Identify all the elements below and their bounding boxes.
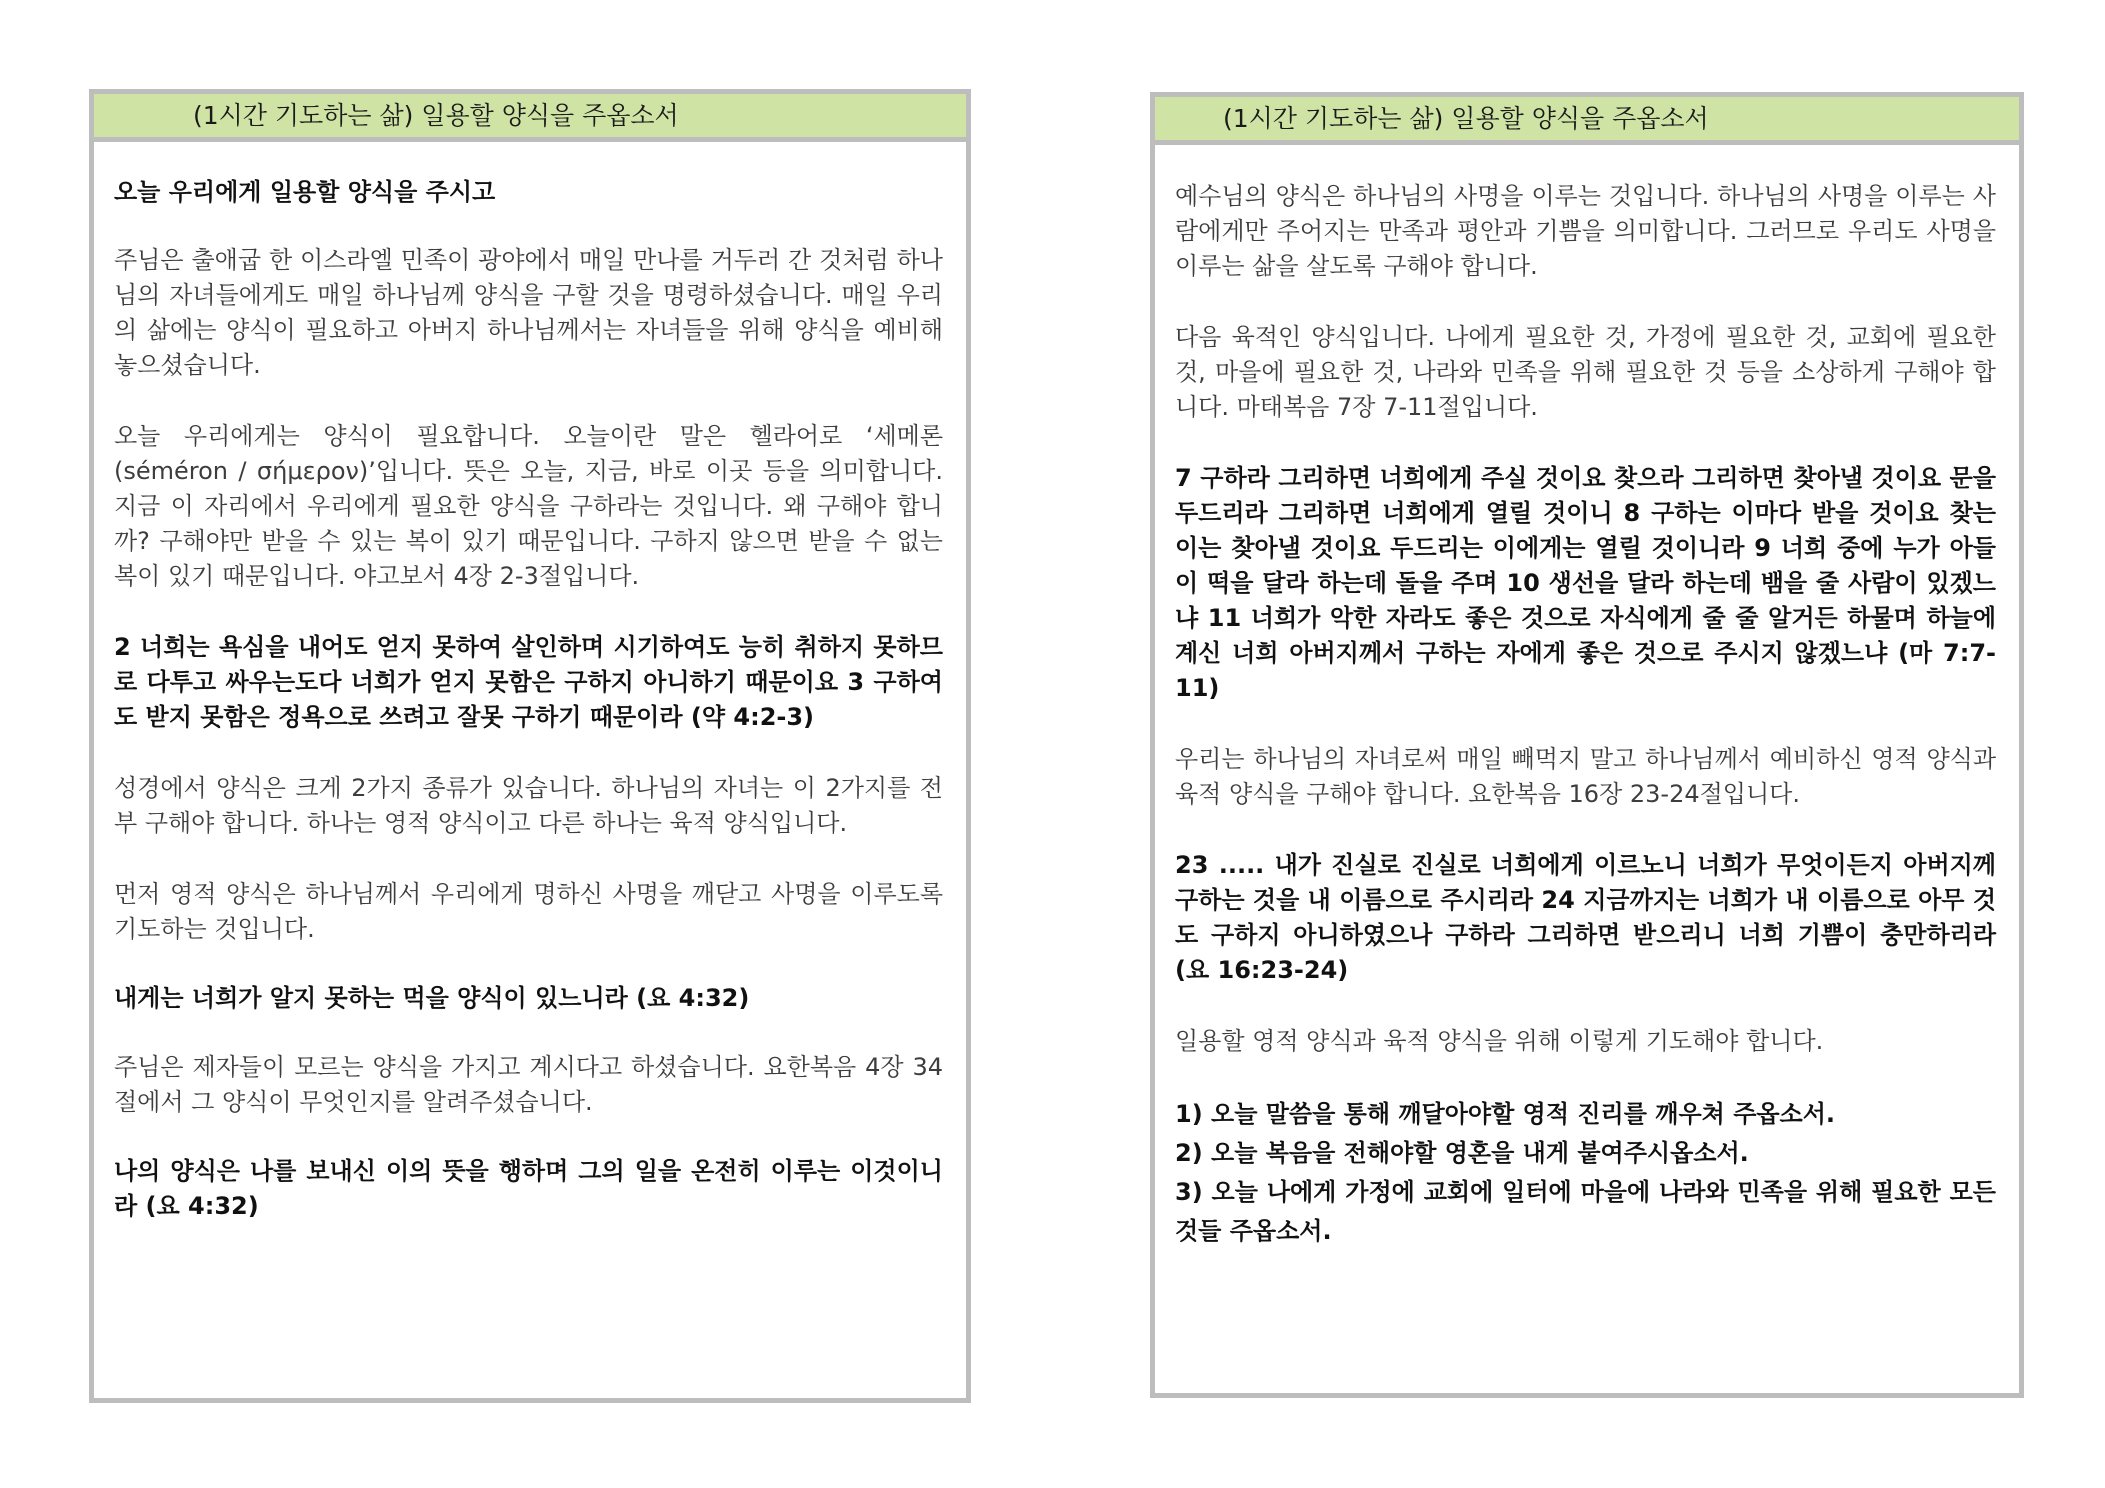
scripture-quote: 23 ..... 내가 진실로 진실로 너희에게 이르노니 너희가 무엇이든지 아버지께 구하는 것을 내 이름으로 주시리라 24 지금까지는 너희가 내 이름으로 아무 것도 구하지 아니하였으나 구하라 그리하면 받으리니 너희 기쁨이 충만하리라 (요 16:23-24) <box>1175 851 1996 984</box>
paragraph: 일용할 영적 양식과 육적 양식을 위해 이렇게 기도해야 합니다. <box>1175 1027 1824 1055</box>
prayer-item: 3) 오늘 나에게 가정에 교회에 일터에 마을에 나라와 민족을 위해 필요한 모든 것들 주옵소서. <box>1175 1178 1996 1245</box>
paragraph: 우리는 하나님의 자녀로써 매일 빼먹지 말고 하나님께서 예비하신 영적 양식과 육적 양식을 구해야 합니다. 요한복음 16장 23-24절입니다. <box>1175 745 1996 808</box>
right-page <box>1150 92 2024 1398</box>
scripture-quote: 2 너희는 욕심을 내어도 얻지 못하여 살인하며 시기하여도 능히 취하지 못하므로 다투고 싸우는도다 너희가 얻지 못함은 구하지 아니하기 때문이요 3 구하여도 받지 못함은 정욕으로 쓰려고 잘못 구하기 때문이라 (약 4:2-3) <box>114 633 943 731</box>
paragraph: 다음 육적인 양식입니다. 나에게 필요한 것, 가정에 필요한 것, 교회에 필요한 것, 마을에 필요한 것, 나라와 민족을 위해 필요한 것 등을 소상하게 구해야 합니다. 마태복음 7장 7-11절입니다. <box>1175 323 1996 421</box>
paragraph: 오늘 우리에게는 양식이 필요합니다. 오늘이란 말은 헬라어로 ‘세메론(séméron / σήμερον)’입니다. 뜻은 오늘, 지금, 바로 이곳 등을 의미합니다. 지금 이 자리에서 우리에게 필요한 양식을 구하라는 것입니다. 왜 구해야 합니까? 구해야만 받을 수 있는 복이 있기 때문입니다. 구하지 않으면 받을 수 없는 복이 있기 때문입니다. 야고보서 4장 2-3절입니다. <box>114 422 943 590</box>
left-page-header: (1시간 기도하는 삶) 일용할 양식을 주옵소서 <box>94 94 966 142</box>
section-heading: 오늘 우리에게 일용할 양식을 주시고 <box>114 178 496 206</box>
scripture-quote: 7 구하라 그리하면 너희에게 주실 것이요 찾으라 그리하면 찾아낼 것이요 문을 두드리라 그리하면 너희에게 열릴 것이니 8 구하는 이마다 받을 것이요 찾는 이는 찾아낼 것이요 두드리는 이에게는 열릴 것이니라 9 너희 중에 누가 아들이 떡을 달라 하는데 돌을 주며 10 생선을 달라 하는데 뱀을 줄 사람이 있겠느냐 11 너희가 악한 자라도 좋은 것으로 자식에게 줄 줄 알거든 하물며 하늘에 계신 너희 아버지께서 구하는 자에게 좋은 것으로 주시지 않겠느냐 (마 7:7-11) <box>1175 464 1996 702</box>
left-page-content <box>94 142 966 1224</box>
paragraph: 성경에서 양식은 크게 2가지 종류가 있습니다. 하나님의 자녀는 이 2가지를 전부 구해야 합니다. 하나는 영적 양식이고 다른 하나는 육적 양식입니다. <box>114 774 943 837</box>
right-page-header: (1시간 기도하는 삶) 일용할 양식을 주옵소서 <box>1155 97 2019 145</box>
paragraph: 먼저 영적 양식은 하나님께서 우리에게 명하신 사명을 깨닫고 사명을 이루도록 기도하는 것입니다. <box>114 880 943 943</box>
prayer-list <box>1175 1095 1996 1251</box>
left-page <box>89 89 971 1403</box>
paragraph: 주님은 제자들이 모르는 양식을 가지고 계시다고 하셨습니다. 요한복음 4장 34절에서 그 양식이 무엇인지를 알려주셨습니다. <box>114 1053 943 1116</box>
paragraph: 주님은 출애굽 한 이스라엘 민족이 광야에서 매일 만나를 거두러 간 것처럼 하나님의 자녀들에게도 매일 하나님께 양식을 구할 것을 명령하셨습니다. 매일 우리의 삶에는 양식이 필요하고 아버지 하나님께서는 자녀들을 위해 양식을 예비해 놓으셨습니다. <box>114 246 943 379</box>
right-page-content <box>1155 145 2019 1251</box>
prayer-item: 2) 오늘 복음을 전해야할 영혼을 내게 붙여주시옵소서. <box>1175 1139 1749 1167</box>
scripture-quote: 내게는 너희가 알지 못하는 먹을 양식이 있느니라 (요 4:32) <box>114 984 750 1012</box>
paragraph: 예수님의 양식은 하나님의 사명을 이루는 것입니다. 하나님의 사명을 이루는 사람에게만 주어지는 만족과 평안과 기쁨을 의미합니다. 그러므로 우리도 사명을 이루는 삶을 살도록 구해야 합니다. <box>1175 182 1996 280</box>
prayer-item: 1) 오늘 말씀을 통해 깨달아야할 영적 진리를 깨우쳐 주옵소서. <box>1175 1100 1836 1128</box>
scripture-quote: 나의 양식은 나를 보내신 이의 뜻을 행하며 그의 일을 온전히 이루는 이것이니라 (요 4:32) <box>114 1157 943 1220</box>
